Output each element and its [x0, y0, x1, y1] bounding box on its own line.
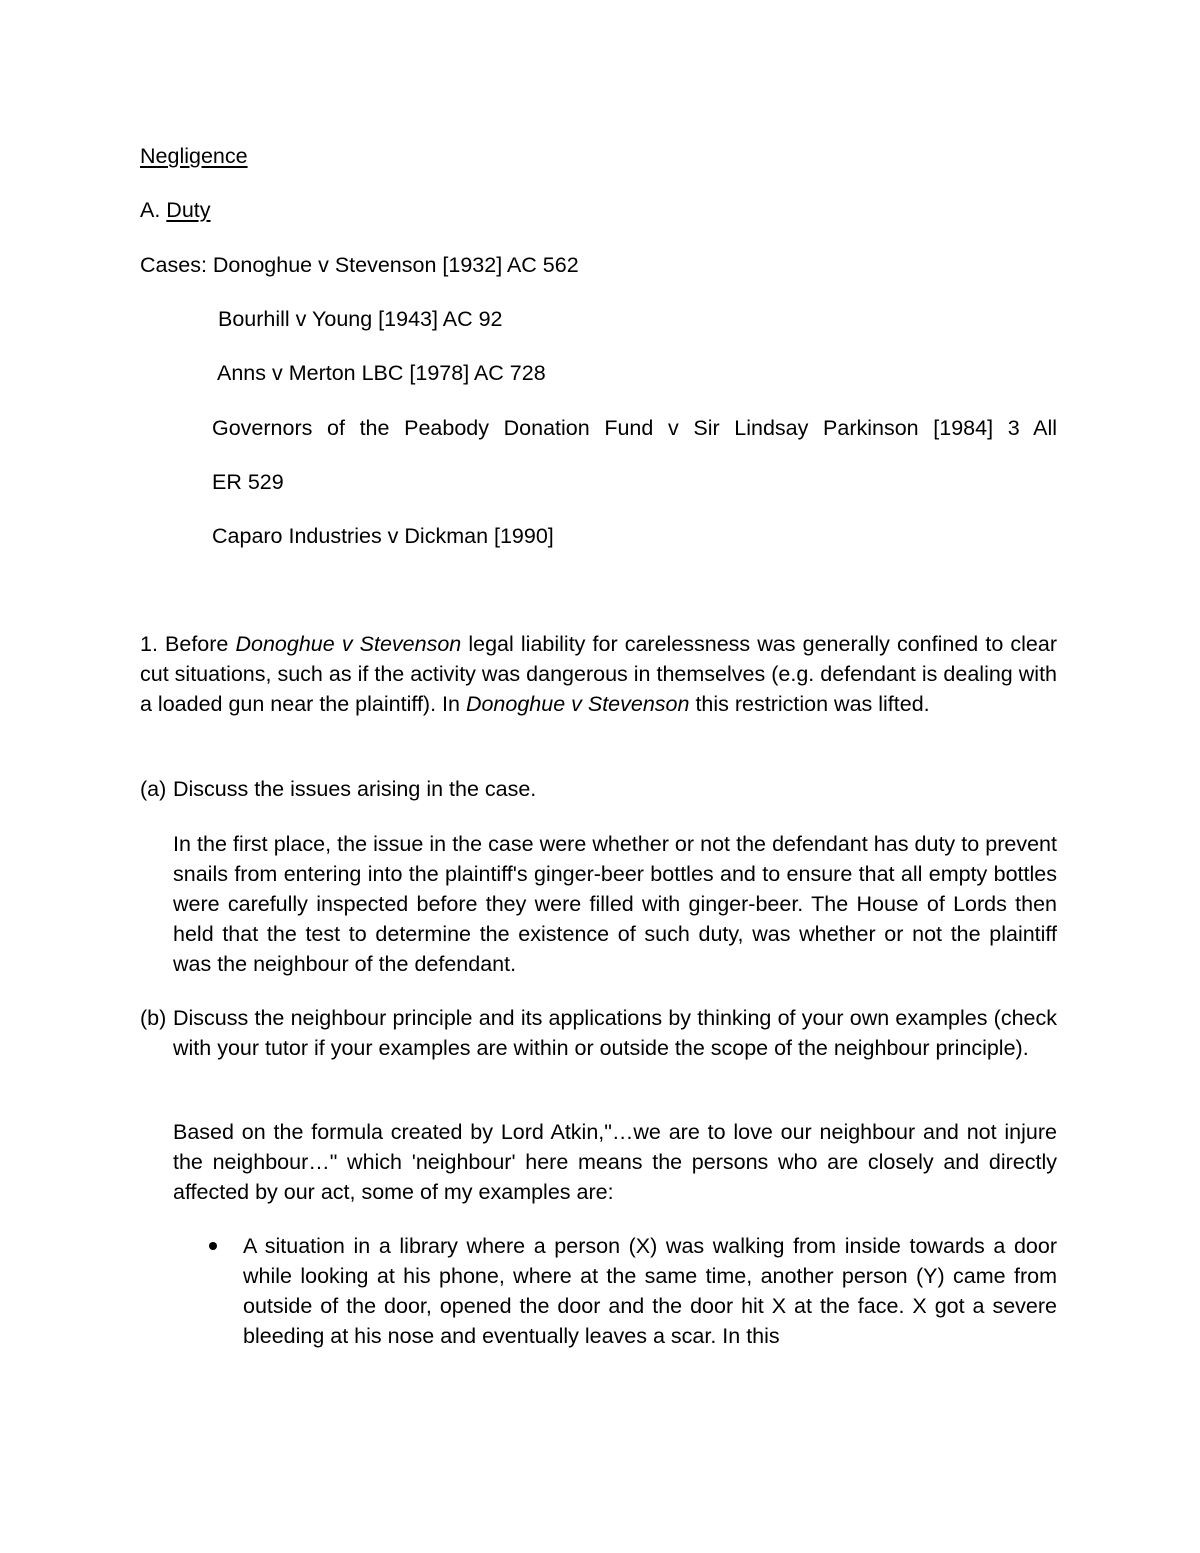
question-text: this restriction was lifted.: [689, 692, 930, 716]
page-title: Negligence: [140, 144, 248, 168]
case-item: Governors of the Peabody Donation Fund v Sir Lindsay Parkinson [1984] 3 All: [212, 416, 1057, 440]
question-1: [140, 629, 1057, 719]
sub-question-text: Discuss the issues arising in the case.: [173, 777, 537, 801]
question-text: Before: [157, 632, 236, 656]
case-item: Donoghue v Stevenson [1932] AC 562: [212, 253, 579, 277]
cases-line: [140, 250, 579, 280]
case-item: Caparo Industries v Dickman [1990]: [212, 524, 554, 548]
section-title: Duty: [166, 198, 211, 222]
case-item: ER 529: [212, 470, 284, 494]
bullet-icon: [209, 1242, 217, 1250]
sub-question-a: [140, 774, 1057, 804]
question-number: 1.: [140, 632, 158, 656]
cases-label: Cases:: [140, 253, 213, 277]
case-item: Bourhill v Young [1943] AC 92: [218, 307, 503, 331]
sub-question-label: (b): [140, 1006, 167, 1030]
case-item: Anns v Merton LBC [1978] AC 728: [217, 361, 546, 385]
answer-b: Based on the formula created by Lord Atkin,"…we are to love our neighbour and not injure the neighbour…" which 'neighbour' here means the persons who are closely and directly affected by our act, some of my examples are:: [173, 1120, 1057, 1204]
case-reference: Donoghue v Stevenson: [235, 632, 462, 656]
list-item: A situation in a library where a person (X) was walking from inside towards a door while looking at his phone, where at the same time, another person (Y) came from outside of the door, opened the door and the door hit X at the face. X got a severe bleeding at his nose and eventually leaves a scar. In this: [243, 1234, 1057, 1348]
section-prefix: A.: [140, 198, 167, 222]
sub-question-b: [140, 1003, 1057, 1063]
sub-question-text: Discuss the neighbour principle and its applications by thinking of your own examples (check with your tutor if your examples are within or outside the scope of the neighbour principle).: [173, 1006, 1057, 1060]
question-text: legal liability for carelessness was generally confined to clear cut situations, such as if the activity was dangerous in themselves (e.g. defendant is dealing with a loaded gun near the plaintiff). In: [140, 632, 1057, 716]
answer-a: In the first place, the issue in the case were whether or not the defendant has duty to prevent snails from entering into the plaintiff's ginger-beer bottles and to ensure that all empty bottles were carefully inspected before they were filled with ginger-beer. The House of Lords then held that the test to determine the existence of such duty, was whether or not the plaintiff was the neighbour of the defendant.: [173, 832, 1057, 976]
sub-question-label: (a): [140, 777, 167, 801]
section-heading: [140, 195, 211, 225]
case-reference: Donoghue v Stevenson: [465, 692, 690, 716]
